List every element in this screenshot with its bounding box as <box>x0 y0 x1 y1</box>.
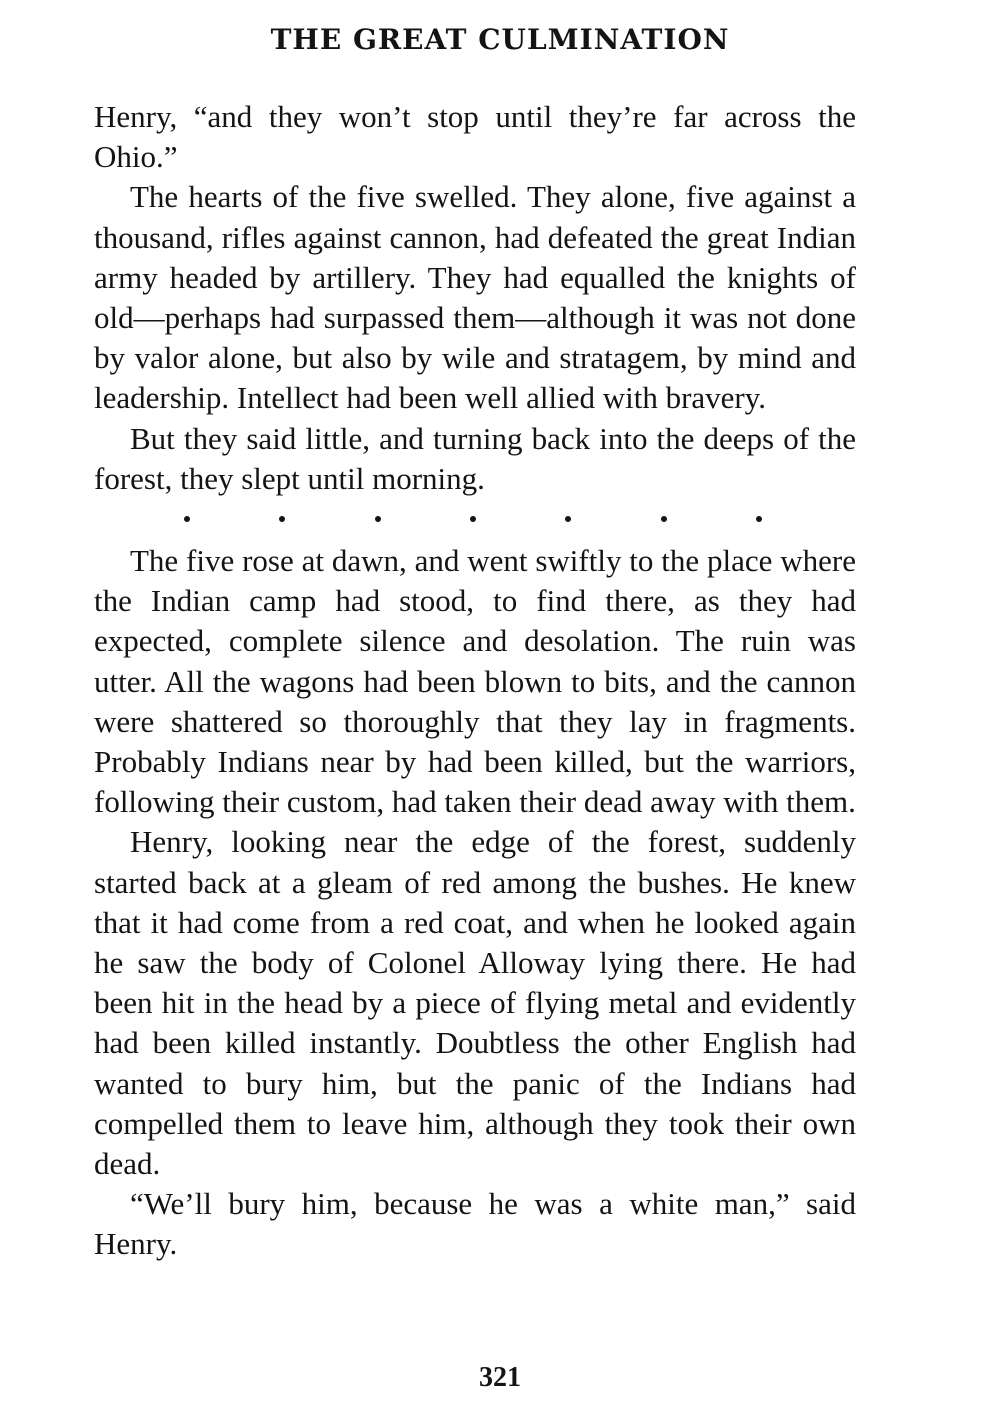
body-text <box>94 97 856 1265</box>
paragraph: The five rose at dawn, and went swiftly to the place where the Indian camp had stood, to find there, as they had expected, complete silence and desolation. The ruin was utter. All the wagons had been blown to bits, and the cannon were shattered so thoroughly that they lay in fragments. Probably Indians near by had been killed, but the warriors, following their custom, had taken their dead away with them. <box>94 543 856 820</box>
section-break-dot <box>756 516 762 522</box>
paragraph: “We’ll bury him, because he was a white man,” said Henry. <box>94 1186 856 1262</box>
section-break-dot <box>470 516 476 522</box>
section-break-dot <box>375 516 381 522</box>
section-break <box>184 505 762 533</box>
running-title: THE GREAT CULMINATION <box>270 23 730 56</box>
section-break-dot <box>184 516 190 522</box>
paragraph: Henry, “and they won’t stop until they’re far across the Ohio.” <box>94 99 856 175</box>
paragraph: The hearts of the five swelled. They alone, five against a thousand, rifles against cannon, had defeated the great Indian army headed by artillery. They had equalled the knights of old—perhaps had surpassed them—although it was not done by valor alone, but also by wile and stratagem, by mind and leadership. Intellect had been well allied with bravery. <box>94 179 856 416</box>
page-number: 321 <box>479 1362 521 1393</box>
section-break-dot <box>565 516 571 522</box>
section-break-dot <box>661 516 667 522</box>
paragraph: Henry, looking near the edge of the forest, suddenly started back at a gleam of red among the bushes. He knew that it had come from a red coat, and when he looked again he saw the body of Colonel Alloway lying there. He had been hit in the head by a piece of flying metal and evidently had been killed instantly. Doubtless the other English had wanted to bury him, but the panic of the Indians had compelled them to leave him, although they took their own dead. <box>94 824 856 1182</box>
section-break-dot <box>279 516 285 522</box>
paragraph: But they said little, and turning back into the deeps of the forest, they slept until morning. <box>94 420 856 496</box>
